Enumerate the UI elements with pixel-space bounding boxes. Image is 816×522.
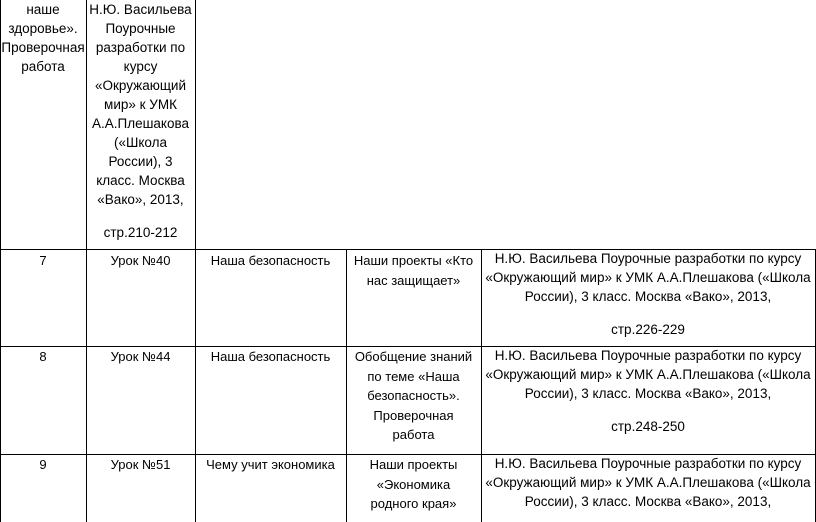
topic-line: нас защищает» [366,272,461,288]
source-pages: стр.226-229 [611,322,685,337]
source-line: «Окружающий мир» к УМК А.А.Плешакова («Школа [485,270,811,285]
theme-line: здоровье». [8,21,78,36]
row-8-section: Наша безопасность [210,349,331,364]
row-7-topic [346,251,481,290]
topic-line: родного края» [370,496,457,511]
row-8-source [481,346,815,436]
topic-line: безопасность». [367,388,460,403]
topic-line: Наши проекты «Кто [353,253,474,268]
topic-line: работа [392,427,435,442]
row-7-section: Наша безопасность [210,253,331,268]
source-line: («Школа [113,135,168,150]
theme-line: Проверочная [1,40,85,55]
top-row-theme-cell [0,0,86,76]
row-7-number: 7 [39,253,47,268]
top-row-source-cell [86,0,195,242]
theme-line: наше [26,2,60,17]
row-9-lesson: Урок №51 [110,457,171,472]
source-line: класс. Москва [96,173,185,188]
topic-line: Обобщение знаний [354,349,473,364]
source-line: Н.Ю. Васильева [89,2,192,17]
source-pages: стр.210-212 [103,225,178,240]
source-line: мир» к УМК [104,97,177,112]
row-8-lesson: Урок №44 [110,349,171,364]
topic-line: по теме «Наша [367,368,460,384]
source-line: Н.Ю. Васильева Поурочные разработки по курсу [494,348,802,363]
row-9-source [481,454,815,511]
row-9-number: 9 [39,457,47,472]
row-8-topic [346,347,481,445]
topic-line: Проверочная [373,407,454,423]
row-9-topic [346,455,481,514]
source-line: России), 3 класс. Москва «Вако», 2013, [524,386,772,401]
source-line: «Окружающий мир» к УМК А.А.Плешакова («Школа [485,475,811,490]
source-line: «Окружающий [94,78,187,93]
source-line: «Окружающий мир» к УМК А.А.Плешакова («Школа [485,367,811,382]
source-line: Н.Ю. Васильева Поурочные разработки по курсу [494,456,802,471]
row-7-lesson: Урок №40 [110,253,171,268]
source-line: России), 3 класс. Москва «Вако», 2013, [524,289,772,304]
row-7-source [481,249,815,339]
source-line: разработки по [95,40,186,55]
source-line: А.А.Плешакова [91,116,190,131]
topic-line: «Экономика [376,476,451,492]
source-line: России), 3 класс. Москва «Вако», 2013, [524,494,772,509]
row-8-number: 8 [39,349,47,364]
theme-line: работа [21,59,65,74]
source-line: России), 3 [108,154,173,169]
source-pages: стр.248-250 [611,419,685,434]
source-line: Поурочные [105,21,176,36]
topic-line: Наши проекты [369,457,458,472]
source-line: Н.Ю. Васильева Поурочные разработки по курсу [494,251,802,266]
source-line: «Вако», 2013, [97,192,184,207]
row-9-section: Чему учит экономика [206,457,335,472]
source-line: курсу [123,59,158,74]
